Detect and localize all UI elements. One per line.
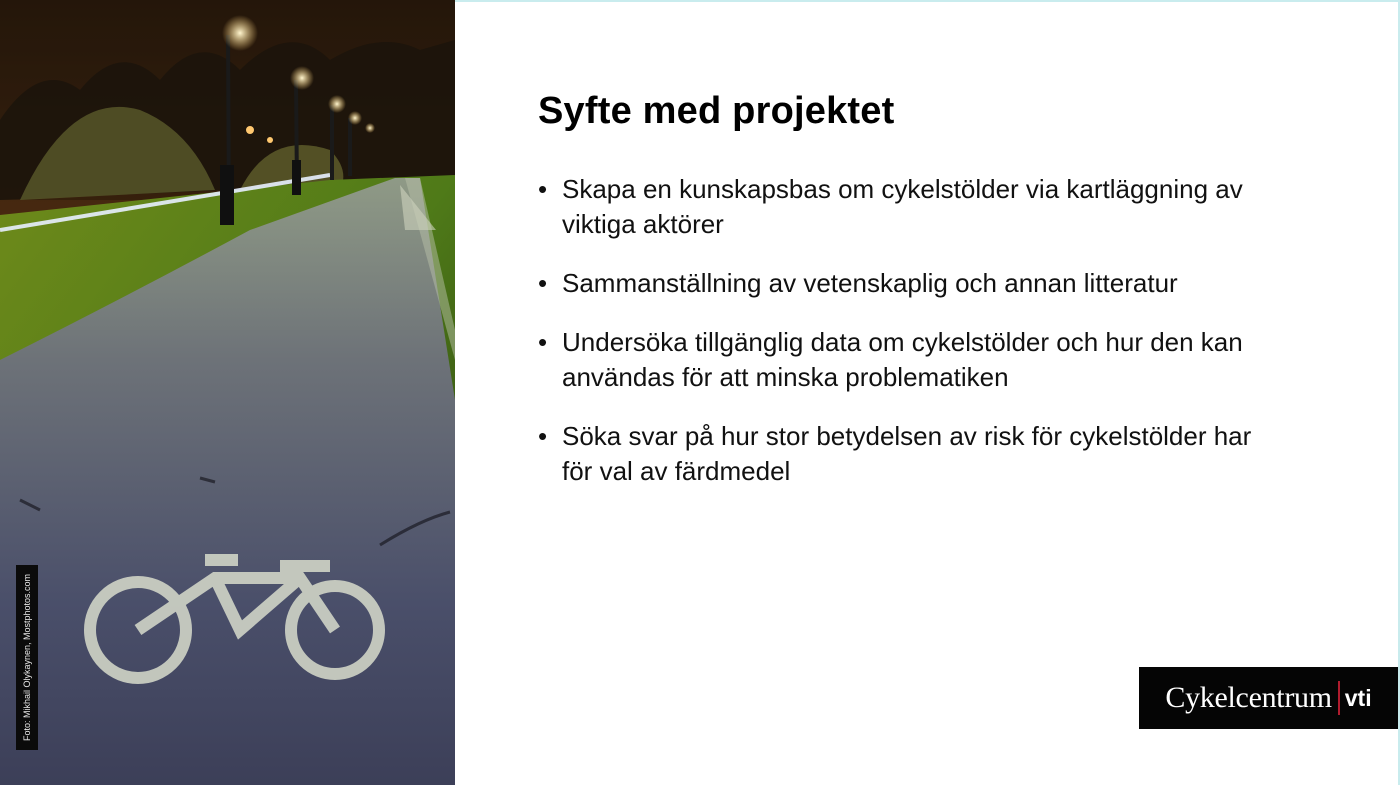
logo-divider [1338, 681, 1340, 715]
bullet-item [538, 325, 1278, 395]
bullet-item [538, 419, 1278, 489]
bullet-text: Undersöka tillgänglig data om cykelstölder och hur den kan användas för att minska problematiken [562, 327, 1243, 392]
bullet-icon: • [538, 174, 548, 204]
slide-title: Syfte med projektet [538, 90, 895, 132]
photo-credit-box [16, 565, 38, 750]
photo-credit: Foto: Mikhail Olykaynen, Mostphotos.com [22, 573, 32, 742]
bullet-text: Söka svar på hur stor betydelsen av risk för cykelstölder har för val av färdmedel [562, 421, 1252, 486]
bullet-text: Sammanställning av vetenskaplig och annan litteratur [562, 268, 1178, 298]
cykelcentrum-vti-logo [1139, 667, 1398, 729]
bullet-text: Skapa en kunskapsbas om cykelstölder via kartläggning av viktiga aktörer [562, 174, 1243, 239]
bullet-item [538, 266, 1278, 301]
logo-mark: vti [1344, 684, 1372, 711]
bullet-item [538, 172, 1278, 242]
bike-path-photo [0, 0, 455, 785]
bullet-list [538, 172, 1278, 513]
bullet-icon: • [538, 421, 548, 451]
bike-path-illustration [0, 0, 455, 785]
bullet-icon: • [538, 268, 548, 298]
bullet-icon: • [538, 327, 548, 357]
logo-name: Cykelcentrum [1165, 681, 1332, 714]
